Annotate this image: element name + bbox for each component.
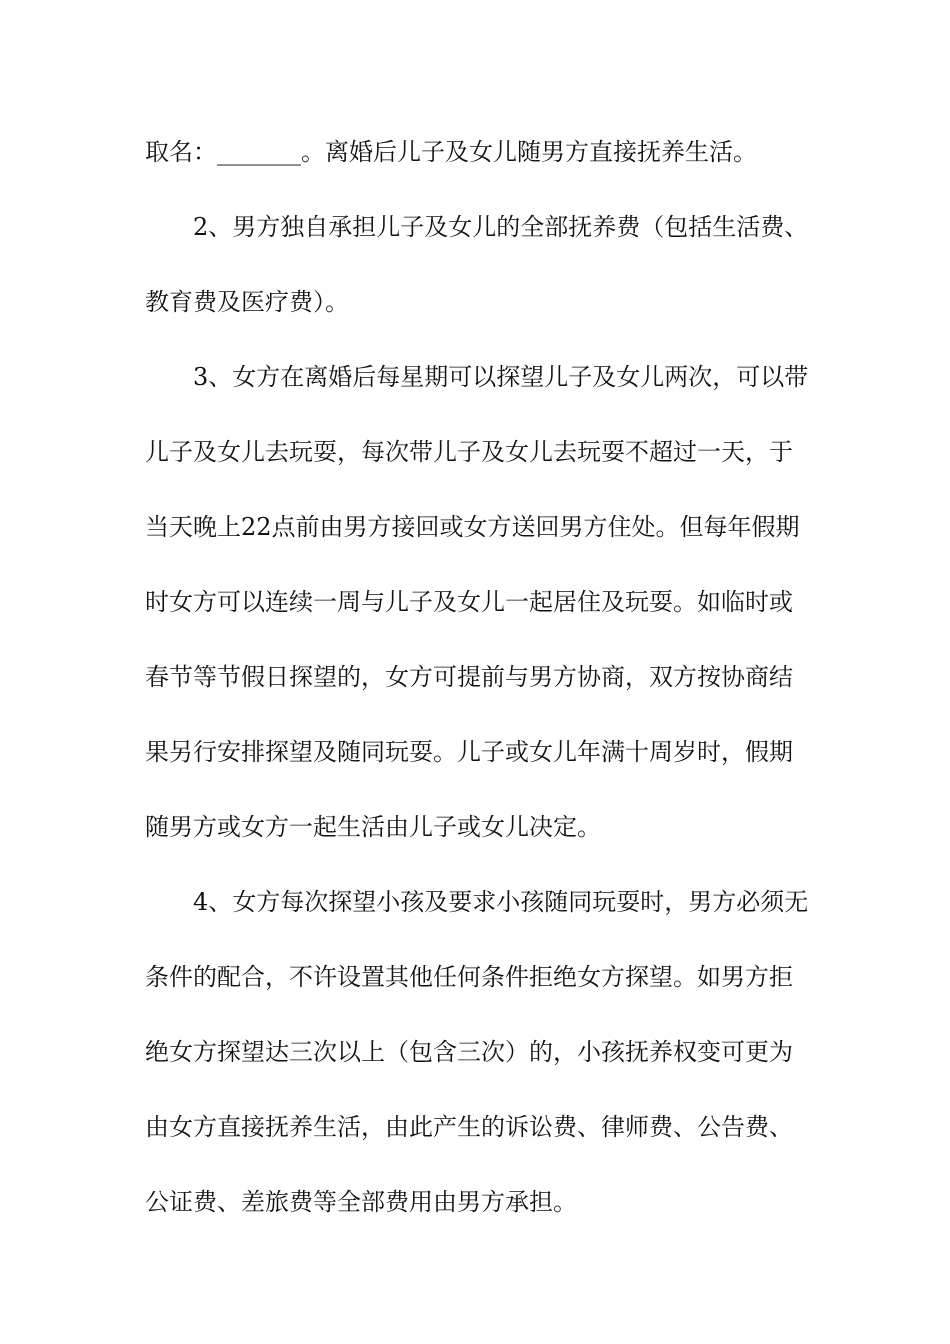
text-line: 绝女方探望达三次以上（包含三次）的，小孩抚养权变可更为 xyxy=(145,1038,793,1066)
text-line: 儿子及女儿去玩耍，每次带儿子及女儿去玩耍不超过一天，于 xyxy=(145,438,793,466)
text-line: 时女方可以连续一周与儿子及女儿一起居住及玩耍。如临时或 xyxy=(145,588,793,616)
paragraph-2-line: 2、男方独自承担儿子及女儿的全部抚养费（包括生活费、 xyxy=(193,213,809,241)
text-line: 春节等节假日探望的，女方可提前与男方协商，双方按协商结 xyxy=(145,663,793,691)
text-line: 取名：_______。离婚后儿子及女儿随男方直接抚养生活。 xyxy=(145,138,757,166)
paragraph-3-line: 3、女方在离婚后每星期可以探望儿子及女儿两次，可以带 xyxy=(193,363,809,391)
text-line: 条件的配合，不许设置其他任何条件拒绝女方探望。如男方拒 xyxy=(145,963,793,991)
text-line: 由女方直接抚养生活，由此产生的诉讼费、律师费、公告费、 xyxy=(145,1113,793,1141)
text-line: 果另行安排探望及随同玩耍。儿子或女儿年满十周岁时，假期 xyxy=(145,738,793,766)
text-line: 当天晚上22点前由男方接回或女方送回男方住处。但每年假期 xyxy=(145,513,800,541)
text-line: 教育费及医疗费）。 xyxy=(145,288,349,316)
text-line: 随男方或女方一起生活由儿子或女儿决定。 xyxy=(145,813,601,841)
paragraph-4-line: 4、女方每次探望小孩及要求小孩随同玩耍时，男方必须无 xyxy=(193,888,809,916)
text-line: 公证费、差旅费等全部费用由男方承担。 xyxy=(145,1188,577,1216)
